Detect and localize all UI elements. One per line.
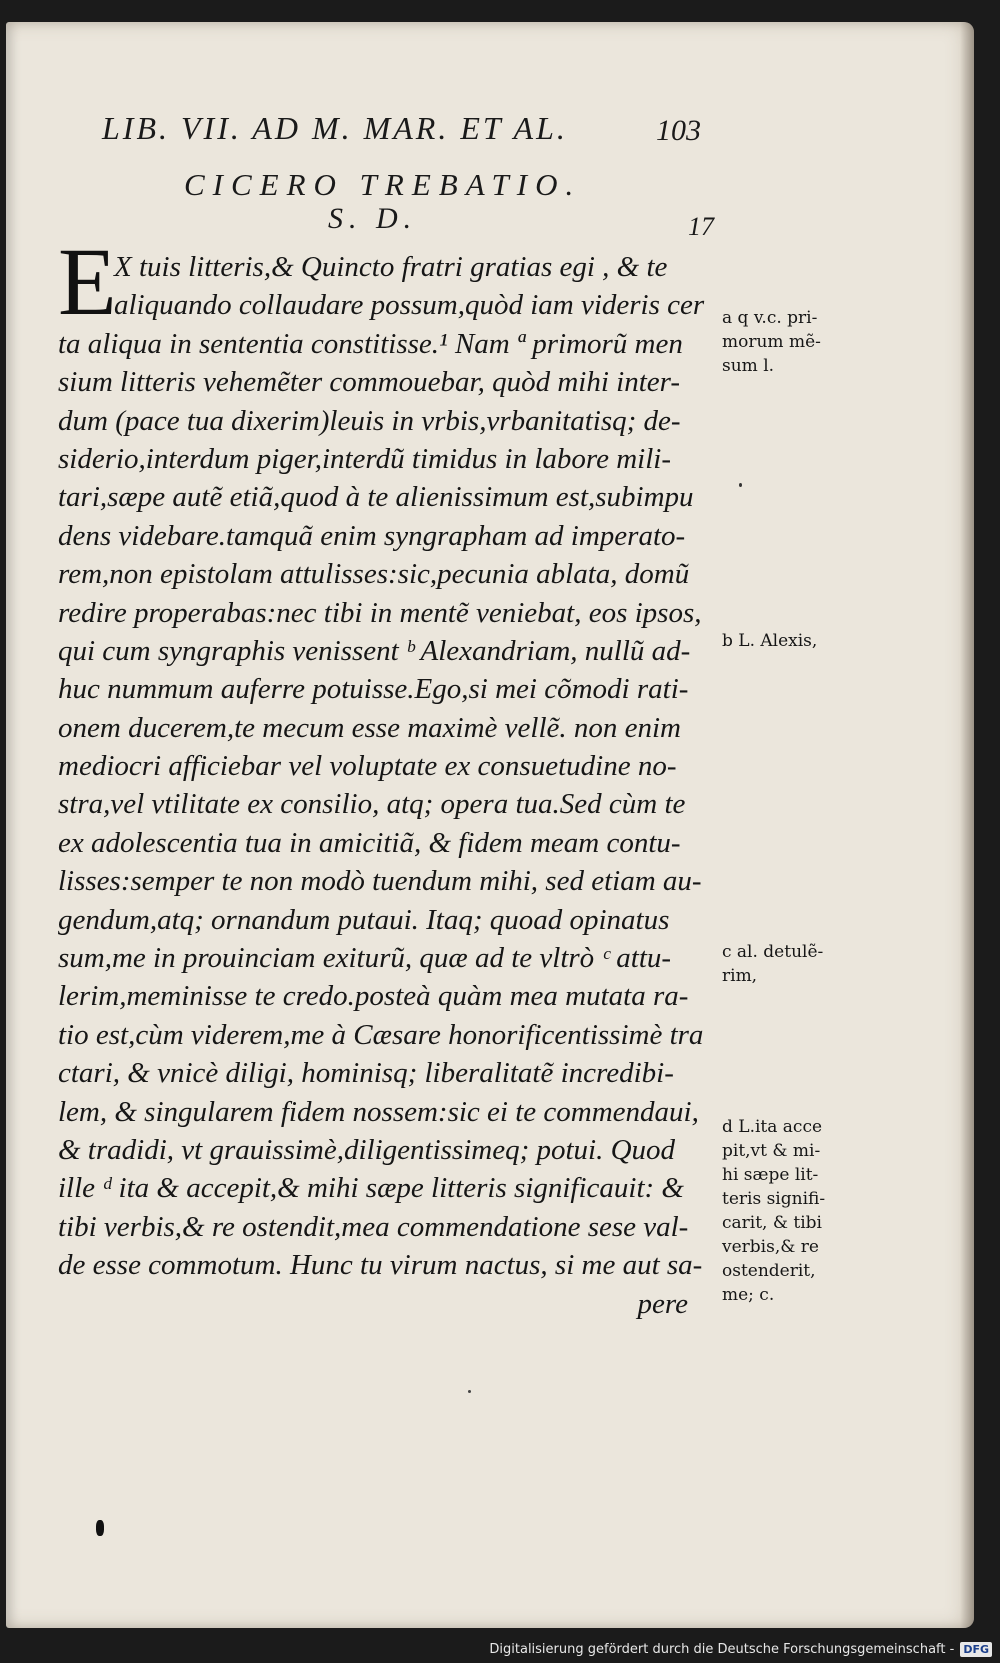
text-line: redire properabas:nec tibi in mentẽ veniebat, eos ipsos, — [58, 596, 702, 629]
margin-note-line: carit, & tibi — [722, 1213, 822, 1233]
text-line: sum,me in prouinciam exiturũ, quæ ad te vltrò ᶜ attu- — [58, 942, 672, 975]
margin-note-line: pit,vt & mi- — [722, 1141, 821, 1161]
text-line: ta aliqua in sententia constitisse.¹ Nam ª primorũ men — [58, 327, 683, 360]
margin-note-line: d L.ita acce — [722, 1117, 823, 1137]
margin-note-line: a q v.c. pri- — [722, 308, 818, 328]
margin-note-line: morum mẽ- — [722, 332, 821, 352]
margin-note-line: me; c. — [722, 1285, 775, 1305]
text-line: gendum,atq; ornandum putaui. Itaq; quoad opinatus — [58, 903, 670, 936]
text-line: de esse commotum. Hunc tu virum nactus, si me aut sa- — [58, 1249, 703, 1282]
text-line: lem, & singularem fidem nossem:sic ei te commendaui, — [58, 1095, 699, 1128]
text-line: qui cum syngraphis venissent ᵇ Alexandriam, nullũ ad- — [58, 634, 691, 667]
text-line: aliquando collaudare possum,quòd iam videris cer — [114, 289, 705, 322]
margin-note-line: c al. detulẽ- — [722, 942, 824, 962]
drop-cap: E — [58, 228, 117, 335]
catchword: pere — [637, 1287, 688, 1320]
dfg-logo: DFG — [960, 1642, 992, 1657]
text-line: lisses:semper te non modò tuendum mihi, sed etiam au- — [58, 865, 702, 898]
letter-body — [58, 248, 718, 1323]
margin-note-line: verbis,& re — [722, 1237, 819, 1257]
credit-text: Digitalisierung gefördert durch die Deutsche Forschungsgemeinschaft - — [489, 1641, 955, 1657]
margin-note-line: rim, — [722, 966, 758, 986]
margin-note-d — [722, 1115, 872, 1307]
text-line: mediocri afficiebar vel voluptate ex consuetudine no- — [58, 750, 677, 783]
margin-note-line: teris signifi- — [722, 1189, 826, 1209]
margin-note-line: hi sæpe lit- — [722, 1165, 819, 1185]
margin-note-a — [722, 306, 872, 378]
margin-note-b — [722, 629, 872, 653]
text-line: ctari, & vnicè diligi, hominisq; liberalitatẽ incredibi- — [58, 1057, 674, 1090]
text-line: dens videbare.tamquã enim syngrapham ad imperato- — [58, 519, 686, 552]
page-number: 103 — [656, 114, 701, 147]
text-line: rem,non epistolam attulisses:sic,pecunia ablata, domũ — [58, 558, 690, 591]
letter-title: CICERO TREBATIO. — [184, 167, 582, 202]
margin-note-line: sum l. — [722, 356, 775, 376]
text-line: tibi verbis,& re ostendit,mea commendatione sese val- — [58, 1210, 689, 1243]
ink-blot — [96, 1520, 104, 1536]
running-head: LIB. VII. AD M. MAR. ET AL. — [102, 110, 568, 146]
text-line: lerim,meminisse te credo.posteà quàm mea mutata ra- — [58, 980, 689, 1013]
text-line: dum (pace tua dixerim)leuis in vrbis,vrbanitatisq; de- — [58, 404, 681, 437]
ink-speck — [468, 1390, 471, 1393]
margin-note-line: ostenderit, — [722, 1261, 816, 1281]
ink-speck — [739, 483, 742, 487]
text-line: stra,vel vtilitate ex consilio, atq; opera tua.Sed cùm te — [58, 788, 686, 821]
text-line: huc nummum auferre potuisse.Ego,si mei cõmodi rati- — [58, 673, 689, 706]
text-line: ex adolescentia tua in amicitiã, & fidem meam contu- — [58, 826, 681, 859]
book-page — [6, 22, 974, 1628]
digitization-credit-bar — [0, 1635, 1000, 1663]
salutation: S. D. — [328, 202, 418, 235]
letter-number: 17 — [688, 212, 714, 241]
text-line: tari,sæpe autẽ etiã,quod à te alienissimum est,subimpu — [58, 481, 694, 514]
text-line: & tradidi, vt grauissimè,diligentissimeq; potui. Quod — [58, 1133, 676, 1166]
text-line: sium litteris vehemẽter commouebar, quòd mihi inter- — [58, 366, 681, 399]
margin-note-c — [722, 940, 872, 988]
text-line: tio est,cùm viderem,me à Cæsare honorificentissimè tra — [58, 1018, 704, 1051]
margin-note-line: b L. Alexis, — [722, 631, 818, 651]
text-line: ille ᵈ ita & accepit,& mihi sæpe litteris significauit: & — [58, 1172, 684, 1205]
text-line: onem ducerem,te mecum esse maximè vellẽ. non enim — [58, 711, 681, 744]
text-line: X tuis litteris,& Quincto fratri gratias egi , & te — [114, 251, 668, 283]
text-line: siderio,interdum piger,interdũ timidus in labore mili- — [58, 442, 672, 475]
